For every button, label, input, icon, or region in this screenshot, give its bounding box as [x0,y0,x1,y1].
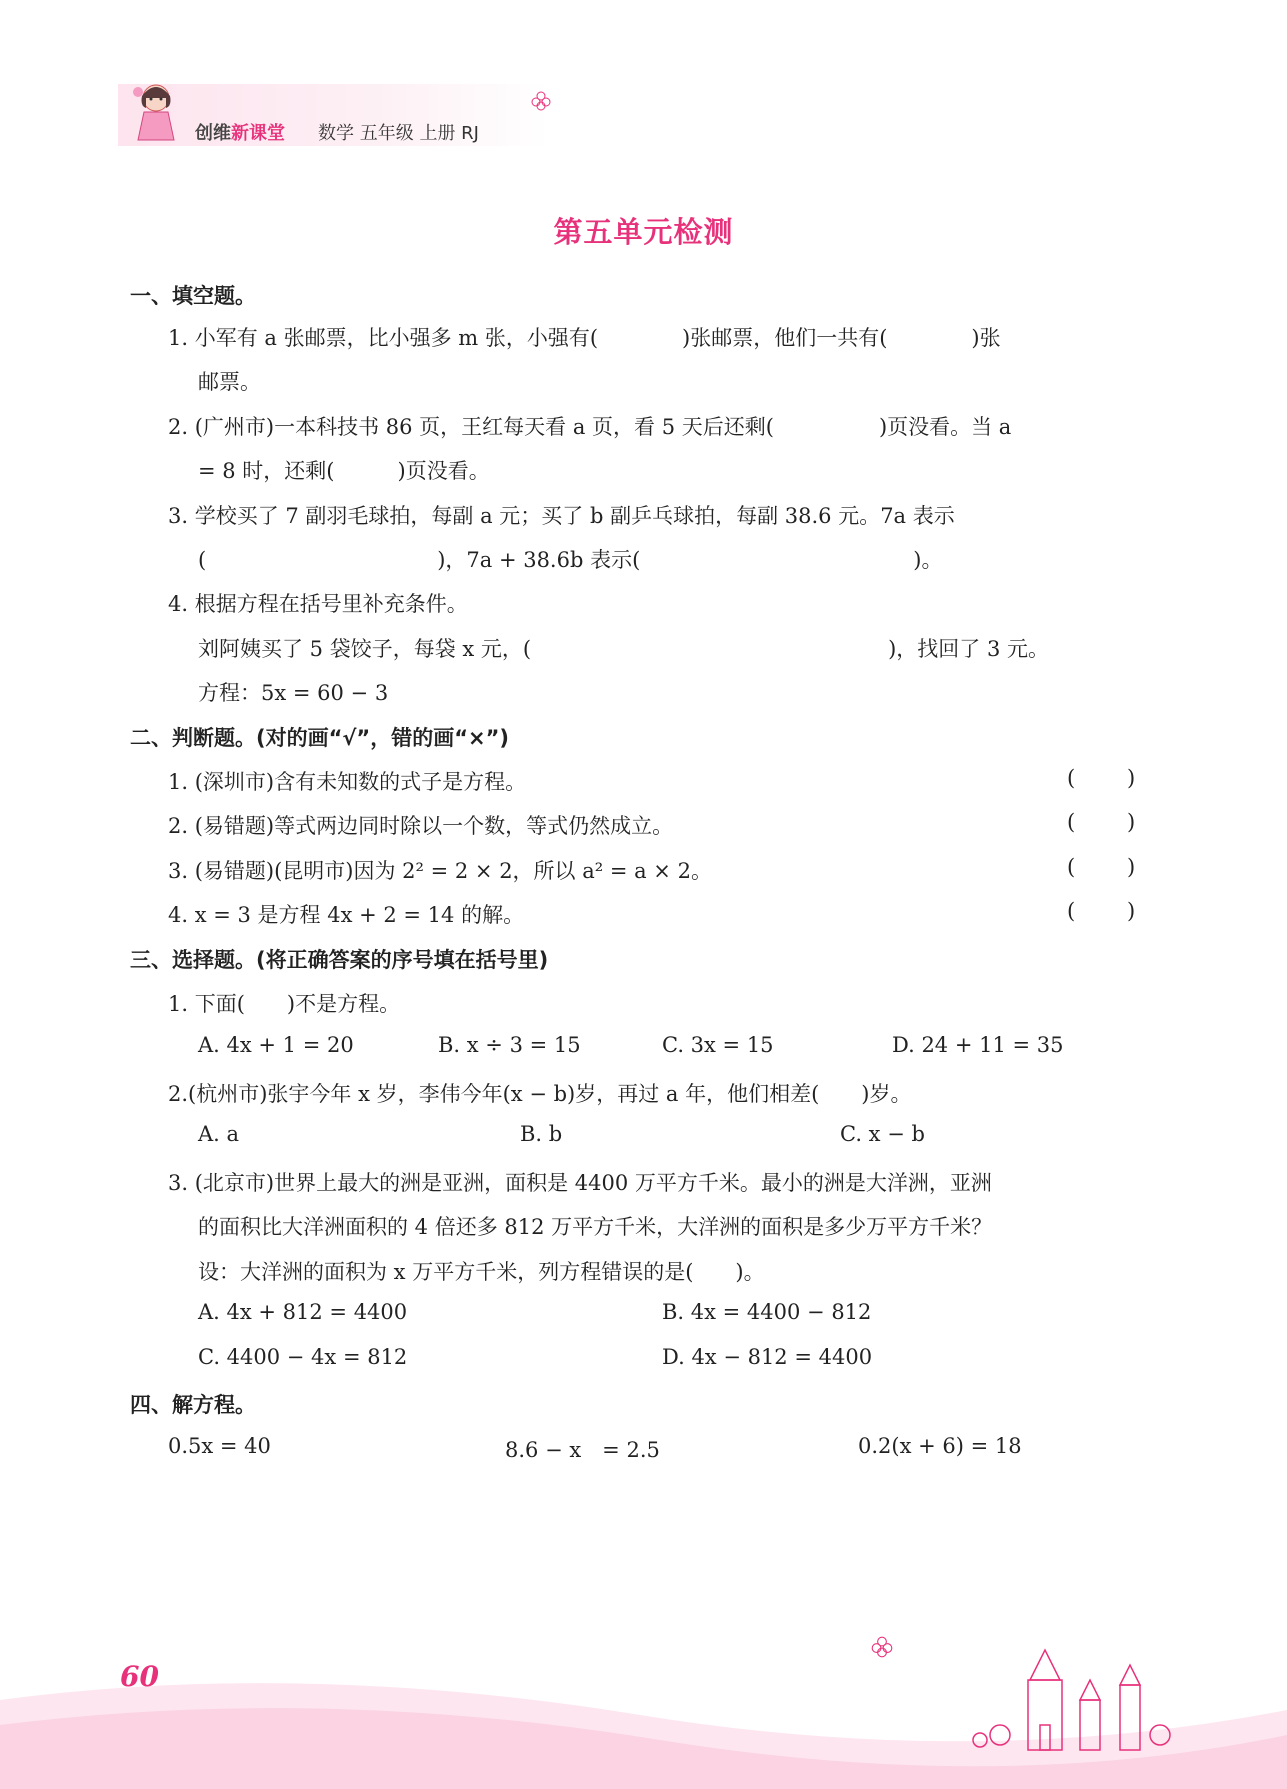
tf-item-3: 3. (易错题)(昆明市)因为 2² = 2 × 2，所以 a² = a × 2。 [168,859,712,883]
mc-1-option-b: B. x ÷ 3 = 15 [438,1033,581,1057]
mc-3-option-d: D. 4x − 812 = 4400 [662,1345,873,1369]
tf-item-2: 2. (易错题)等式两边同时除以一个数，等式仍然成立。 [168,814,674,838]
mc-2-option-c: C. x − b [840,1122,925,1146]
question-3-line-2: ( )，7a + 38.6b 表示( )。 [198,548,943,572]
mc-question-1: 1. 下面( )不是方程。 [168,992,401,1016]
tf-item-1: 1. (深圳市)含有未知数的式子是方程。 [168,770,527,794]
answer-paren-close: ) [1127,810,1136,834]
mc-3-option-b: B. 4x = 4400 − 812 [662,1300,872,1324]
tf-item-4: 4. x = 3 是方程 4x + 2 = 14 的解。 [168,903,525,927]
mc-question-3-line-3: 设：大洋洲的面积为 x 万平方千米，列方程错误的是( )。 [198,1260,765,1284]
answer-paren-close: ) [1127,855,1136,879]
equation-2: 8.6 − x = 2.5 [505,1438,660,1462]
answer-paren-open: ( [1067,810,1076,834]
answer-paren-close: ) [1127,766,1136,790]
page-title: 第五单元检测 [553,215,734,249]
question-4-line-2: 刘阿姨买了 5 袋饺子，每袋 x 元，( )，找回了 3 元。 [198,637,1049,661]
question-4-equation: 方程：5x = 60 − 3 [198,681,389,705]
answer-paren-open: ( [1067,899,1076,923]
answer-paren-open: ( [1067,766,1076,790]
series-name: 创维新课堂 [195,123,285,144]
page-number: 60 [120,1660,159,1693]
mc-question-3-line-1: 3. (北京市)世界上最大的洲是亚洲，面积是 4400 万平方千米。最小的洲是大洋洲，亚洲 [168,1171,992,1195]
section-heading-solve-equations: 四、解方程。 [130,1393,256,1417]
cartoon-girl-icon [126,80,186,150]
mc-3-option-c: C. 4400 − 4x = 812 [198,1345,408,1369]
mc-question-3-line-2: 的面积比大洋洲面积的 4 倍还多 812 万平方千米，大洋洲的面积是多少万平方千米？ [198,1215,993,1239]
question-3-line-1: 3. 学校买了 7 副羽毛球拍，每副 a 元；买了 b 副乒乓球拍，每副 38.6 元。7a 表示 [168,504,955,528]
castle-illustration-icon [960,1640,1190,1760]
mc-2-option-b: B. b [520,1122,563,1146]
mc-2-option-a: A. a [198,1122,240,1146]
question-1-line-2: 邮票。 [198,370,261,394]
question-4-line-1: 4. 根据方程在括号里补充条件。 [168,592,468,616]
section-heading-multiple-choice: 三、选择题。(将正确答案的序号填在括号里) [130,948,549,972]
question-1-line-1: 1. 小军有 a 张邮票，比小强多 m 张，小强有( )张邮票，他们一共有( )张 [168,326,1001,350]
section-heading-true-false: 二、判断题。(对的画“√”，错的画“×”) [130,726,510,750]
question-2-line-2: = 8 时，还剩( )页没看。 [198,459,490,483]
mc-1-option-d: D. 24 + 11 = 35 [892,1033,1064,1057]
mc-3-option-a: A. 4x + 812 = 4400 [198,1300,408,1324]
section-heading-fill-in: 一、填空题。 [130,284,256,308]
flower-icon [870,1635,894,1659]
answer-paren-close: ) [1127,899,1136,923]
book-subject: 数学 五年级 上册 RJ [318,123,479,144]
mc-1-option-a: A. 4x + 1 = 20 [198,1033,354,1057]
equation-1: 0.5x = 40 [168,1434,271,1458]
question-2-line-1: 2. (广州市)一本科技书 86 页，王红每天看 a 页，看 5 天后还剩( )页没看。当 a [168,415,1012,439]
mc-1-option-c: C. 3x = 15 [662,1033,774,1057]
flower-icon [530,90,552,112]
answer-paren-open: ( [1067,855,1076,879]
mc-question-2: 2.(杭州市)张宇今年 x 岁，李伟今年(x − b)岁，再过 a 年，他们相差( )岁。 [168,1082,912,1106]
equation-3: 0.2(x + 6) = 18 [858,1434,1022,1458]
